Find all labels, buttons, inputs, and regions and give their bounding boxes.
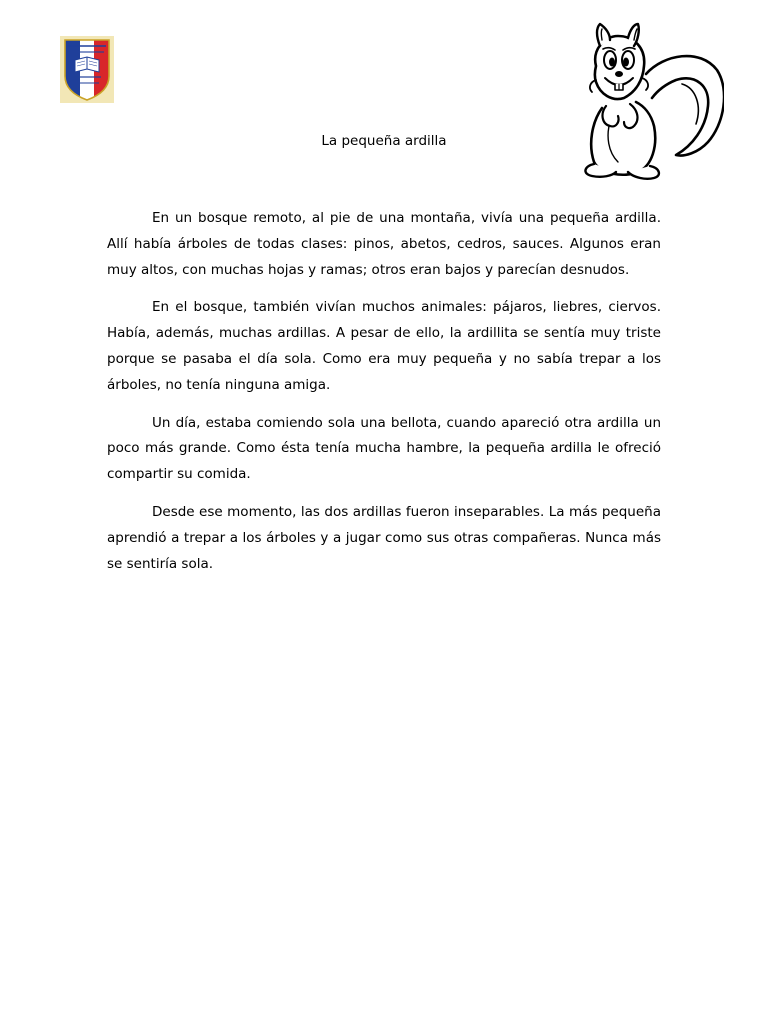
document-title: La pequeña ardilla	[321, 133, 447, 149]
squirrel-icon	[572, 22, 724, 184]
school-crest-icon	[60, 36, 114, 103]
story-paragraph: Desde ese momento, las dos ardillas fueron inseparables. La más pequeña aprendió a trepar a los árboles y a jugar como sus otras compañeras. Nunca más se sentiría sola.	[107, 503, 661, 572]
story-paragraph: Un día, estaba comiendo sola una bellota, cuando apareció otra ardilla un poco más grande. Como ésta tenía mucha hambre, la pequeña ardilla le ofreció compartir su comida.	[107, 414, 661, 483]
story-paragraph: En un bosque remoto, al pie de una montaña, vivía una pequeña ardilla. Allí había árboles de todas clases: pinos, abetos, cedros, sauces. Algunos eran muy altos, con muchas hojas y ramas; otros eran bajos y parecían desnudos.	[107, 210, 661, 278]
story-paragraph: En el bosque, también vivían muchos animales: pájaros, liebres, ciervos. Había, además, muchas ardillas. A pesar de ello, la ardillita se sentía muy triste porque se pasaba el día sola. Como era muy pequeña y no sabía trepar a los árboles, no tenía ninguna amiga.	[107, 299, 661, 393]
story-body	[107, 206, 661, 589]
